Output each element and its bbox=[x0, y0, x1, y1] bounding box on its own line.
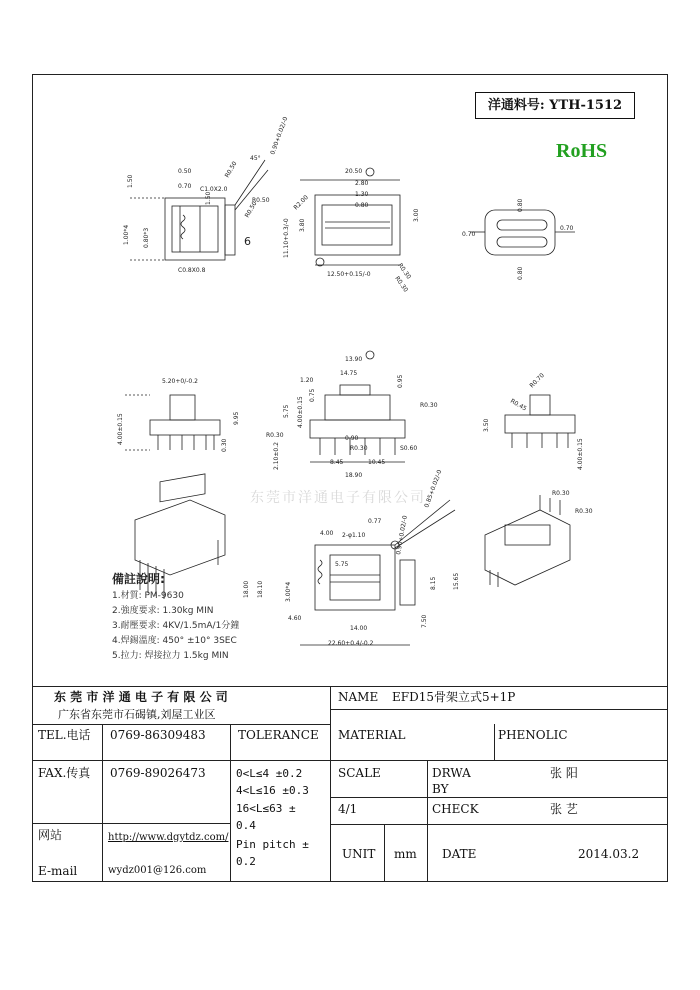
front-view-left bbox=[125, 395, 220, 450]
dim-r0.50a: R0.50 bbox=[223, 160, 239, 179]
dim-5.75b: 5.75 bbox=[335, 561, 349, 568]
dim-5.75: 5.75 bbox=[283, 404, 290, 418]
pin-pitch-value: 0.2 bbox=[236, 855, 256, 868]
dim-r2.00: R2.00 bbox=[292, 194, 310, 212]
scale-value: 4/1 bbox=[338, 802, 358, 816]
dim-1.50a: 1.50 bbox=[127, 174, 134, 188]
dim-0.95: 0.95 bbox=[397, 374, 404, 388]
dim-18.00: 18.00 bbox=[243, 580, 250, 598]
dim-0.70c: 0.70 bbox=[560, 225, 574, 232]
dim-0.30: 0.30 bbox=[221, 438, 228, 452]
fax-label: FAX.传真 bbox=[38, 766, 91, 780]
title-block bbox=[32, 686, 668, 882]
dim-15.65: 15.65 bbox=[453, 572, 460, 590]
tel-label: TEL.电话 bbox=[38, 728, 91, 742]
tolerance-range-2: 4<L≤16 ±0.3 bbox=[236, 784, 309, 797]
dim-14.75: 14.75 bbox=[340, 370, 358, 377]
drawn-label: DRWA bbox=[432, 766, 471, 780]
material-label: MATERIAL bbox=[338, 728, 406, 742]
dim-0.50: 0.50 bbox=[178, 168, 192, 175]
note-item: 1.材質: PM-9630 bbox=[112, 591, 184, 601]
dim-r0.30e: R0.30 bbox=[350, 445, 368, 452]
dim-5.20: 5.20+0/-0.2 bbox=[162, 378, 198, 385]
check-label: CHECK bbox=[432, 802, 479, 816]
dim-r0.50b: R0.50 bbox=[252, 197, 270, 204]
material-value: PHENOLIC bbox=[498, 728, 568, 742]
dim-3.00: 3.00 bbox=[413, 208, 420, 222]
dim-3.80: 3.80 bbox=[299, 218, 306, 232]
dim-pin-width: 0.90+0.02/-0 bbox=[269, 115, 290, 156]
tolerance-range-3b: 0.4 bbox=[236, 819, 256, 832]
dim-20.50: 20.50 bbox=[345, 168, 363, 175]
tolerance-range-3: 16<L≤63 ± bbox=[236, 802, 296, 815]
product-name: EFD15骨架立式5+1P bbox=[392, 690, 516, 704]
company-address: 广东省东莞市石碣镇,刘屋工业区 bbox=[58, 708, 216, 721]
dim-1.20: 1.20 bbox=[300, 377, 314, 384]
fax-value: 0769-89026473 bbox=[110, 766, 206, 780]
dim-s0.60: S0.60 bbox=[400, 445, 418, 452]
dim-10.45: 10.45 bbox=[368, 459, 386, 466]
dim-18.10: 18.10 bbox=[257, 580, 264, 598]
dim-r0.30b: R0.30 bbox=[393, 275, 410, 294]
dim-2-phi1.10: 2-φ1.10 bbox=[342, 532, 366, 539]
dim-r0.30c: R0.30 bbox=[266, 432, 284, 439]
dim-3.50: 3.50 bbox=[483, 418, 490, 432]
dim-3.00x4: 3.00*4 bbox=[285, 581, 292, 602]
dim-r0.30d: R0.30 bbox=[420, 402, 438, 409]
dim-4.00d: 4.00 bbox=[320, 530, 334, 537]
isometric-view-right bbox=[485, 495, 570, 587]
notes-block bbox=[112, 572, 239, 664]
note-item: 3.耐壓要求: 4KV/1.5mA/1分鐘 bbox=[112, 621, 240, 631]
dim-8.15: 8.15 bbox=[430, 576, 437, 590]
dim-0.80c: 0.80 bbox=[517, 266, 524, 280]
dim-1.30: 1.30 bbox=[355, 191, 369, 198]
website-link[interactable]: http://www.dgytdz.com/ bbox=[108, 832, 229, 843]
dim-1.50b: 1.50 bbox=[205, 191, 212, 205]
unit-value: mm bbox=[394, 847, 417, 861]
tolerance-label: TOLERANCE bbox=[238, 728, 319, 742]
dim-r0.30g: R0.30 bbox=[575, 508, 593, 515]
dim-4.00a: 4.00±0.15 bbox=[117, 413, 124, 445]
dim-18.90: 18.90 bbox=[345, 472, 363, 479]
dim-0.70: 0.70 bbox=[178, 183, 192, 190]
note-item: 5.拉力: 焊接拉力 1.5kg MIN bbox=[112, 651, 229, 661]
dim-c0.8x0.8: C0.8X0.8 bbox=[178, 267, 206, 274]
dim-0.90-pin: 0.90+0.02/-0 bbox=[395, 514, 409, 556]
dim-22.60: 22.60+0.4/-0.2 bbox=[328, 640, 374, 647]
dim-12.50: 12.50+0.15/-0 bbox=[327, 271, 371, 278]
dim-0.80b: 0.80 bbox=[517, 198, 524, 212]
dim-0.85-pin: 0.85+0.02/-0 bbox=[423, 468, 444, 509]
dim-0.80x3: 0.80*3 bbox=[143, 227, 150, 248]
dim-13.90: 13.90 bbox=[345, 356, 363, 363]
dim-1.00x4: 1.00*4 bbox=[123, 224, 130, 245]
pin-count-6: 6 bbox=[244, 235, 251, 248]
dim-0.90: 0.90 bbox=[345, 435, 359, 442]
dim-4.60: 4.60 bbox=[288, 615, 302, 622]
dim-r0.70: R0.70 bbox=[528, 372, 546, 390]
dim-r0.45: R0.45 bbox=[509, 397, 528, 413]
website-label: 网站 bbox=[38, 828, 63, 842]
dim-c1.0x2.0: C1.0X2.0 bbox=[200, 186, 228, 193]
tolerance-range-1: 0<L≤4 ±0.2 bbox=[236, 767, 303, 780]
dim-9.95: 9.95 bbox=[233, 411, 240, 425]
notes-title: 備註說明: bbox=[112, 572, 165, 586]
company-watermark: 东莞市洋通电子有限公司 bbox=[250, 490, 426, 506]
dim-2.10: 2.10±0.2 bbox=[273, 442, 280, 470]
drawn-by: 张 阳 bbox=[550, 766, 578, 780]
company-name: 东 莞 市 洋 通 电 子 有 限 公 司 bbox=[54, 690, 228, 704]
rohs-mark: RoHS bbox=[556, 140, 608, 162]
dim-r0.30f: R0.30 bbox=[552, 490, 570, 497]
dim-0.80a: 0.80 bbox=[355, 202, 369, 209]
dim-r0.50c: R0.50 bbox=[243, 200, 259, 219]
dim-0.77: 0.77 bbox=[368, 518, 382, 525]
dim-2.80: 2.80 bbox=[355, 180, 369, 187]
dim-45deg: 45° bbox=[250, 155, 261, 162]
dim-4.00c: 4.00±0.15 bbox=[577, 438, 584, 470]
dim-r0.30a: R0.30 bbox=[396, 262, 413, 281]
dim-0.70b: 0.70 bbox=[462, 231, 476, 238]
date-label: DATE bbox=[442, 847, 477, 861]
tel-value: 0769-86309483 bbox=[110, 728, 206, 742]
part-number-box: 洋通料号: YTH-1512 bbox=[475, 92, 635, 119]
note-item: 2.強度要求: 1.30kg MIN bbox=[112, 606, 214, 616]
dim-4.00b: 4.00±0.15 bbox=[297, 396, 304, 428]
email-label: E-mail bbox=[38, 864, 78, 878]
by-label: BY bbox=[432, 782, 449, 796]
slot-view bbox=[470, 210, 575, 255]
date-value: 2014.03.2 bbox=[578, 847, 640, 861]
dim-11.10: 11.10+0.3/-0 bbox=[283, 218, 290, 258]
email-value: wydz001@126.com bbox=[108, 865, 207, 876]
top-view bbox=[300, 168, 400, 266]
note-item: 4.焊錫溫度: 450° ±10° 3SEC bbox=[112, 636, 237, 646]
dim-8.45: 8.45 bbox=[330, 459, 344, 466]
name-label: NAME bbox=[338, 690, 379, 704]
scale-label: SCALE bbox=[338, 766, 381, 780]
unit-label: UNIT bbox=[342, 847, 376, 861]
dim-7.50: 7.50 bbox=[421, 614, 428, 628]
dim-14.00: 14.00 bbox=[350, 625, 368, 632]
dim-0.75: 0.75 bbox=[309, 388, 316, 402]
checked-by: 张 艺 bbox=[550, 802, 578, 816]
pin-pitch-label: Pin pitch ± bbox=[236, 838, 309, 851]
